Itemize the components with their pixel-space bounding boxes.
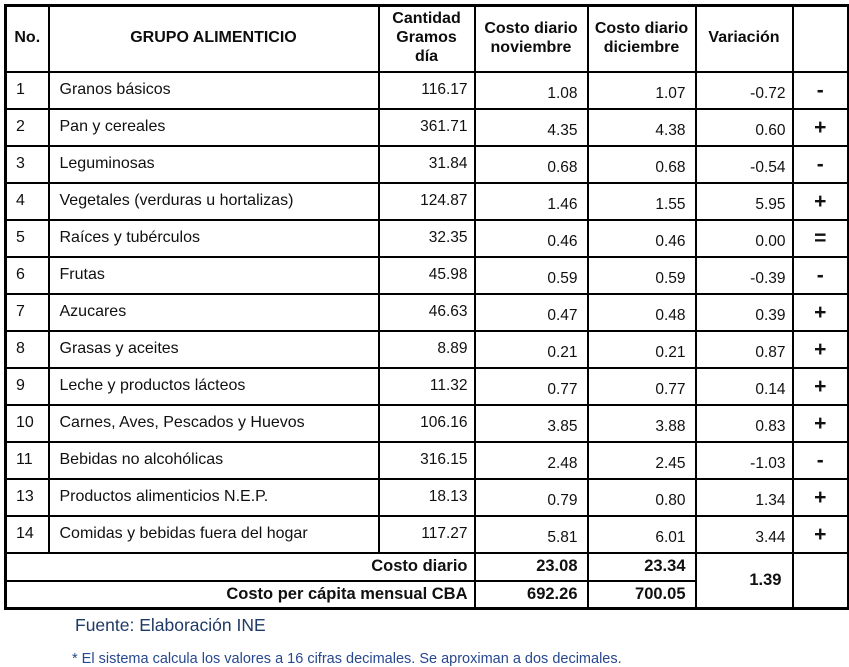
cost-december: 0.48 xyxy=(588,294,696,331)
table-header xyxy=(6,6,849,72)
cost-december: 0.59 xyxy=(588,257,696,294)
cost-november: 0.59 xyxy=(475,257,588,294)
grams-per-day: 11.32 xyxy=(379,368,475,405)
cost-november: 2.48 xyxy=(475,442,588,479)
table-row xyxy=(6,442,849,479)
total-monthly-december: 700.05 xyxy=(588,581,696,609)
cost-december: 0.77 xyxy=(588,368,696,405)
food-group-name: Carnes, Aves, Pescados y Huevos xyxy=(49,405,379,442)
total-variation: 1.39 xyxy=(696,553,793,609)
col-header-no: No. xyxy=(6,6,49,72)
food-group-name: Productos alimenticios N.E.P. xyxy=(49,479,379,516)
cost-november: 1.46 xyxy=(475,183,588,220)
table-row xyxy=(6,368,849,405)
cost-november: 0.79 xyxy=(475,479,588,516)
col-header-costo-diario-diciembre: Costo diario diciembre xyxy=(588,6,696,72)
cba-cost-table xyxy=(4,4,849,610)
row-number: 4 xyxy=(6,183,49,220)
grams-per-day: 106.16 xyxy=(379,405,475,442)
col-header-grupo-alimenticio: GRUPO ALIMENTICIO xyxy=(49,6,379,72)
variation-sign: + xyxy=(793,109,849,146)
row-number: 6 xyxy=(6,257,49,294)
grams-per-day: 361.71 xyxy=(379,109,475,146)
cost-december: 0.68 xyxy=(588,146,696,183)
cost-november: 1.08 xyxy=(475,72,588,109)
total-daily-label: Costo diario xyxy=(6,553,475,581)
food-group-name: Grasas y aceites xyxy=(49,331,379,368)
variation-value: 0.87 xyxy=(696,331,793,368)
row-number: 2 xyxy=(6,109,49,146)
cost-november: 0.46 xyxy=(475,220,588,257)
food-group-name: Leche y productos lácteos xyxy=(49,368,379,405)
grams-per-day: 8.89 xyxy=(379,331,475,368)
food-group-name: Pan y cereales xyxy=(49,109,379,146)
variation-sign: - xyxy=(793,146,849,183)
table-row xyxy=(6,405,849,442)
variation-sign: - xyxy=(793,257,849,294)
grams-per-day: 31.84 xyxy=(379,146,475,183)
col-header-variacion: Variación xyxy=(696,6,793,72)
food-group-name: Leguminosas xyxy=(49,146,379,183)
row-number: 5 xyxy=(6,220,49,257)
variation-value: -0.54 xyxy=(696,146,793,183)
row-number: 8 xyxy=(6,331,49,368)
variation-value: -0.39 xyxy=(696,257,793,294)
variation-sign: + xyxy=(793,331,849,368)
variation-value: 3.44 xyxy=(696,516,793,553)
table-row xyxy=(6,257,849,294)
food-group-name: Frutas xyxy=(49,257,379,294)
header-row xyxy=(6,6,849,72)
table-row xyxy=(6,72,849,109)
row-number: 14 xyxy=(6,516,49,553)
table-row xyxy=(6,294,849,331)
food-group-name: Raíces y tubérculos xyxy=(49,220,379,257)
footnote-text: * El sistema calcula los valores a 16 cifras decimales. Se aproximan a dos decimales. xyxy=(72,651,622,667)
cost-december: 3.88 xyxy=(588,405,696,442)
col-header-cantidad-gramos-dia: Cantidad Gramos día xyxy=(379,6,475,72)
grams-per-day: 32.35 xyxy=(379,220,475,257)
grams-per-day: 46.63 xyxy=(379,294,475,331)
variation-sign: - xyxy=(793,442,849,479)
variation-value: -1.03 xyxy=(696,442,793,479)
cost-december: 4.38 xyxy=(588,109,696,146)
grams-per-day: 316.15 xyxy=(379,442,475,479)
table-row xyxy=(6,479,849,516)
cost-december: 6.01 xyxy=(588,516,696,553)
row-number: 11 xyxy=(6,442,49,479)
cost-december: 1.07 xyxy=(588,72,696,109)
total-daily-november: 23.08 xyxy=(475,553,588,581)
cost-november: 0.77 xyxy=(475,368,588,405)
food-group-name: Granos básicos xyxy=(49,72,379,109)
table-row xyxy=(6,220,849,257)
cost-december: 0.46 xyxy=(588,220,696,257)
cost-november: 5.81 xyxy=(475,516,588,553)
variation-sign: + xyxy=(793,516,849,553)
variation-sign: + xyxy=(793,405,849,442)
row-number: 3 xyxy=(6,146,49,183)
variation-value: -0.72 xyxy=(696,72,793,109)
table-row xyxy=(6,183,849,220)
food-group-name: Vegetales (verduras u hortalizas) xyxy=(49,183,379,220)
table-row xyxy=(6,109,849,146)
row-number: 1 xyxy=(6,72,49,109)
grams-per-day: 124.87 xyxy=(379,183,475,220)
table-row xyxy=(6,331,849,368)
cost-november: 0.21 xyxy=(475,331,588,368)
variation-value: 0.60 xyxy=(696,109,793,146)
grams-per-day: 117.27 xyxy=(379,516,475,553)
grams-per-day: 45.98 xyxy=(379,257,475,294)
col-header-costo-diario-noviembre: Costo diario noviembre xyxy=(475,6,588,72)
variation-sign: + xyxy=(793,183,849,220)
table-totals xyxy=(6,553,849,609)
total-monthly-label: Costo per cápita mensual CBA xyxy=(6,581,475,609)
col-header-sign xyxy=(793,6,849,72)
grams-per-day: 116.17 xyxy=(379,72,475,109)
source-text: Fuente: Elaboración INE xyxy=(75,615,266,635)
cost-november: 0.47 xyxy=(475,294,588,331)
variation-value: 0.83 xyxy=(696,405,793,442)
row-number: 13 xyxy=(6,479,49,516)
variation-value: 5.95 xyxy=(696,183,793,220)
row-number: 9 xyxy=(6,368,49,405)
table-row xyxy=(6,516,849,553)
variation-value: 1.34 xyxy=(696,479,793,516)
total-monthly-november: 692.26 xyxy=(475,581,588,609)
total-row-daily xyxy=(6,553,849,581)
variation-sign: + xyxy=(793,294,849,331)
grams-per-day: 18.13 xyxy=(379,479,475,516)
table-body xyxy=(6,72,849,553)
food-group-name: Bebidas no alcohólicas xyxy=(49,442,379,479)
row-number: 7 xyxy=(6,294,49,331)
variation-value: 0.00 xyxy=(696,220,793,257)
variation-sign: - xyxy=(793,72,849,109)
cost-december: 1.55 xyxy=(588,183,696,220)
variation-sign: = xyxy=(793,220,849,257)
variation-sign: + xyxy=(793,368,849,405)
total-daily-december: 23.34 xyxy=(588,553,696,581)
food-group-name: Comidas y bebidas fuera del hogar xyxy=(49,516,379,553)
cost-november: 4.35 xyxy=(475,109,588,146)
cost-december: 0.21 xyxy=(588,331,696,368)
cost-december: 2.45 xyxy=(588,442,696,479)
variation-value: 0.39 xyxy=(696,294,793,331)
row-number: 10 xyxy=(6,405,49,442)
variation-sign: + xyxy=(793,479,849,516)
food-group-name: Azucares xyxy=(49,294,379,331)
cost-december: 0.80 xyxy=(588,479,696,516)
cost-november: 3.85 xyxy=(475,405,588,442)
cost-november: 0.68 xyxy=(475,146,588,183)
variation-value: 0.14 xyxy=(696,368,793,405)
total-sign-cell xyxy=(793,553,849,609)
table-row xyxy=(6,146,849,183)
